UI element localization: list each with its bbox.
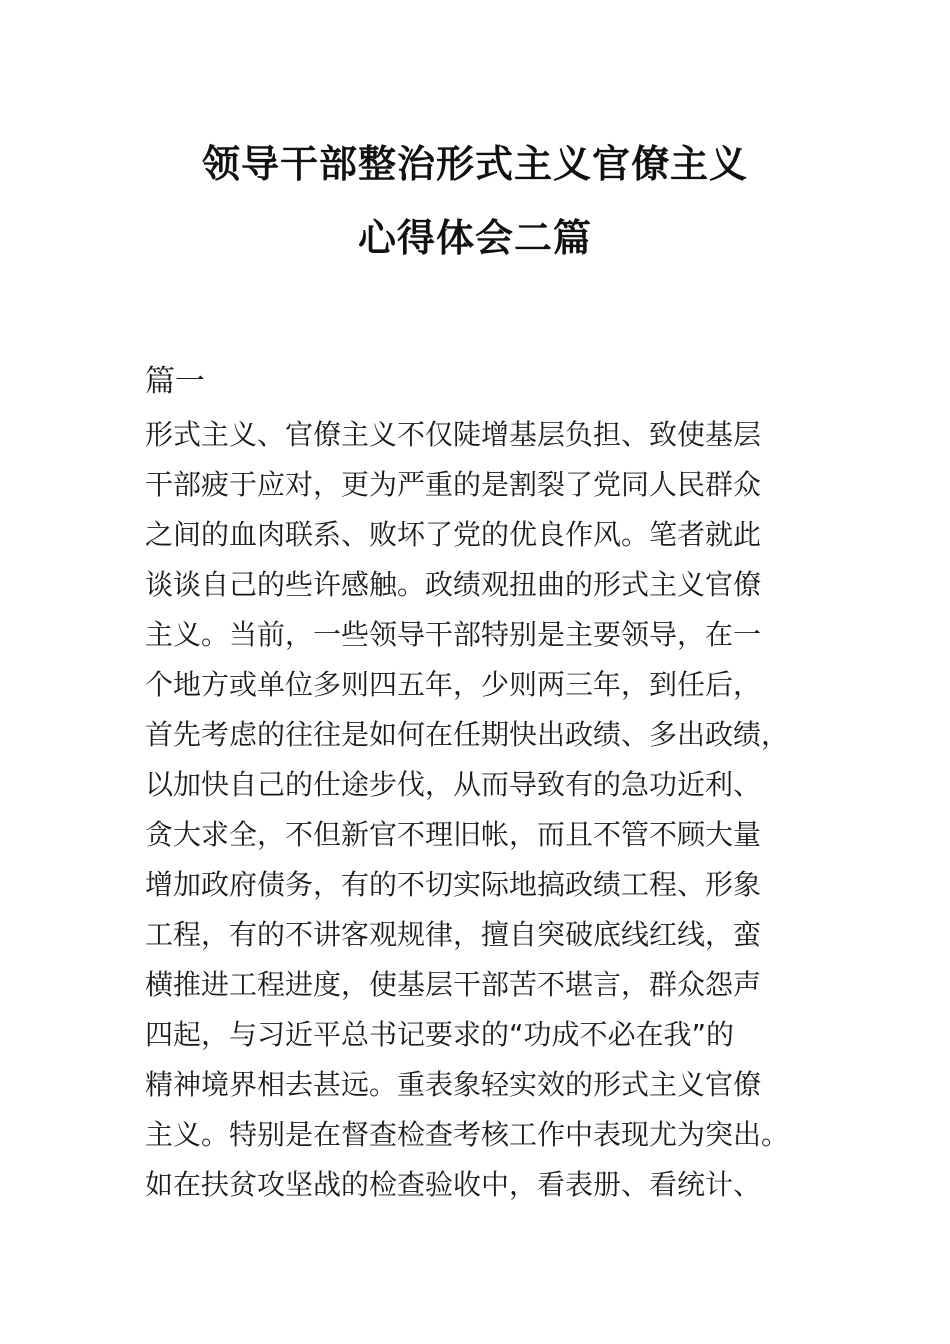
body-text [145,410,845,1210]
body-line: 形式主义、官僚主义不仅陡增基层负担、致使基层 [145,418,762,451]
body-line: 个地方或单位多则四五年，少则两三年，到任后， [145,668,762,701]
body-line: 干部疲于应对，更为严重的是割裂了党同人民群众 [145,468,762,501]
body-line: 主义。当前，一些领导干部特别是主要领导，在一 [145,618,762,651]
section-heading: 篇一 [145,364,205,399]
body-line: 精神境界相去甚远。重表象轻实效的形式主义官僚 [145,1068,762,1101]
body-line: 贪大求全，不但新官不理旧帐，而且不管不顾大量 [145,818,762,851]
body-line: 之间的血肉联系、败坏了党的优良作风。笔者就此 [145,518,762,551]
document-title-line-1: 领导干部整治形式主义官僚主义 [201,142,748,186]
body-line: 横推进工程进度，使基层干部苦不堪言，群众怨声 [145,968,762,1001]
body-line: 以加快自己的仕途步伐，从而导致有的急功近利、 [145,768,762,801]
body-line: 增加政府债务，有的不切实际地搞政绩工程、形象 [145,868,762,901]
body-line: 首先考虑的往往是如何在任期快出政绩、多出政绩， [145,718,790,751]
document-title-line-2: 心得体会二篇 [357,216,592,260]
body-line: 工程，有的不讲客观规律，擅自突破底线红线，蛮 [145,918,762,951]
body-line: 谈谈自己的些许感触。政绩观扭曲的形式主义官僚 [145,568,762,601]
body-line: 主义。特别是在督查检查考核工作中表现尤为突出。 [145,1118,790,1151]
body-line: 如在扶贫攻坚战的检查验收中，看表册、看统计、 [145,1168,762,1201]
body-line: 四起，与习近平总书记要求的“功成不必在我”的 [145,1018,735,1051]
